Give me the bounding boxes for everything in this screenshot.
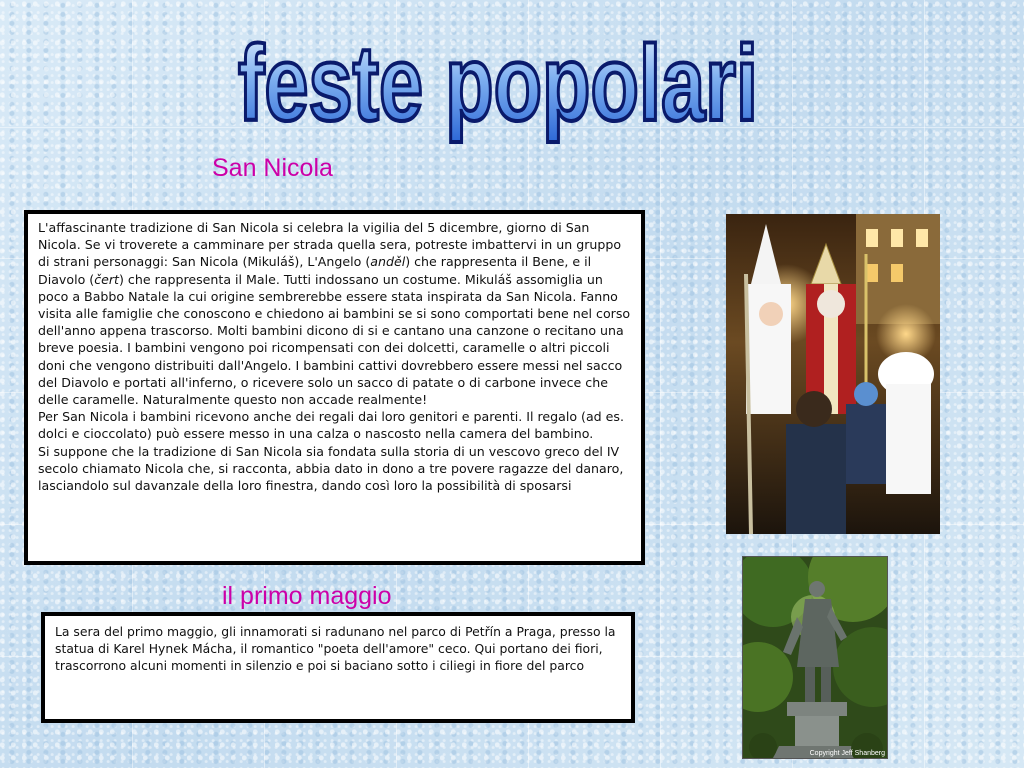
text-run: ) che rappresenta il Male. Tutti indossano un costume. Mikuláš assomiglia un poco a Babbo Natale la cui origine sembrerebbe essere stata inspirata da San Nicola. Fanno visita alle famiglie che conoscono e chiedono ai bambini se si sono comportati bene nel corso dell'anno appena trascorso. Molti bambini dicono di si e cantano una canzone o recitano una breve poesia. I bambini vengono poi ricompensati con dei dolcetti, caramelle o altri piccoli doni che vengono distribuiti dall'Angelo. I bambini cattivi dovrebbero essere messi nel sacco del Diavolo e portati all'inferno, o ricevere solo un sacco di patate o di carbone invece che delle caramelle. Naturalmente questo non accade realmente!	[38, 271, 631, 408]
macha-statue-photo	[742, 556, 888, 759]
page-title-text: feste popolari	[238, 24, 759, 144]
section-heading-san-nicola: San Nicola	[212, 154, 333, 182]
paragraph	[38, 219, 633, 408]
primo-maggio-text-box	[41, 612, 635, 723]
primo-maggio-body	[55, 623, 623, 674]
text-run: La sera del primo maggio, gli innamorati si radunano nel parco di Petřín a Praga, presso la statua di Karel Hynek Mácha, il romantico "poeta dell'amore" ceco. Qui portano dei fiori, trascorrono alcuni momenti in silenzio e poi si baciano sotto i ciliegi in fiore del parco	[55, 624, 616, 673]
san-nicola-text-box	[24, 210, 645, 565]
text-run: Si suppone che la tradizione di San Nicola sia fondata sulla storia di un vescovo greco del IV secolo chiamato Nicola che, si racconta, abbia dato in dono a tre povere ragazze del danaro, lasciandolo sul davanzale della loro finestra, dando così loro la possibilità di sposarsi	[38, 443, 624, 494]
text-run: L'affascinante tradizione di San Nicola si celebra la vigilia del 5 dicembre, giorno di San Nicola. Se vi troverete a camminare per strada quella sera, potreste imbattervi in un gruppo di strani personaggi: San Nicola (Mikuláš), L'Angelo (	[38, 220, 622, 270]
italic-term: anděl	[370, 254, 406, 270]
page-title	[228, 8, 768, 148]
text-run: ) che rappresenta il Bene, e il Diavolo (	[38, 254, 592, 287]
photo-credit: Copyright Jeff Shanberg	[809, 750, 885, 757]
san-nicola-body	[38, 219, 633, 494]
paragraph	[38, 443, 633, 495]
paragraph	[38, 408, 633, 442]
san-nicola-photo	[726, 214, 940, 534]
section-heading-primo-maggio: il primo maggio	[222, 582, 392, 610]
text-run: Per San Nicola i bambini ricevono anche dei regali dai loro genitori e parenti. Il regalo (ad es. dolci e cioccolato) può essere messo in una calza o nascosto nella camera del bambino.	[38, 409, 624, 442]
paragraph	[55, 623, 623, 674]
italic-term: čert	[94, 271, 119, 287]
